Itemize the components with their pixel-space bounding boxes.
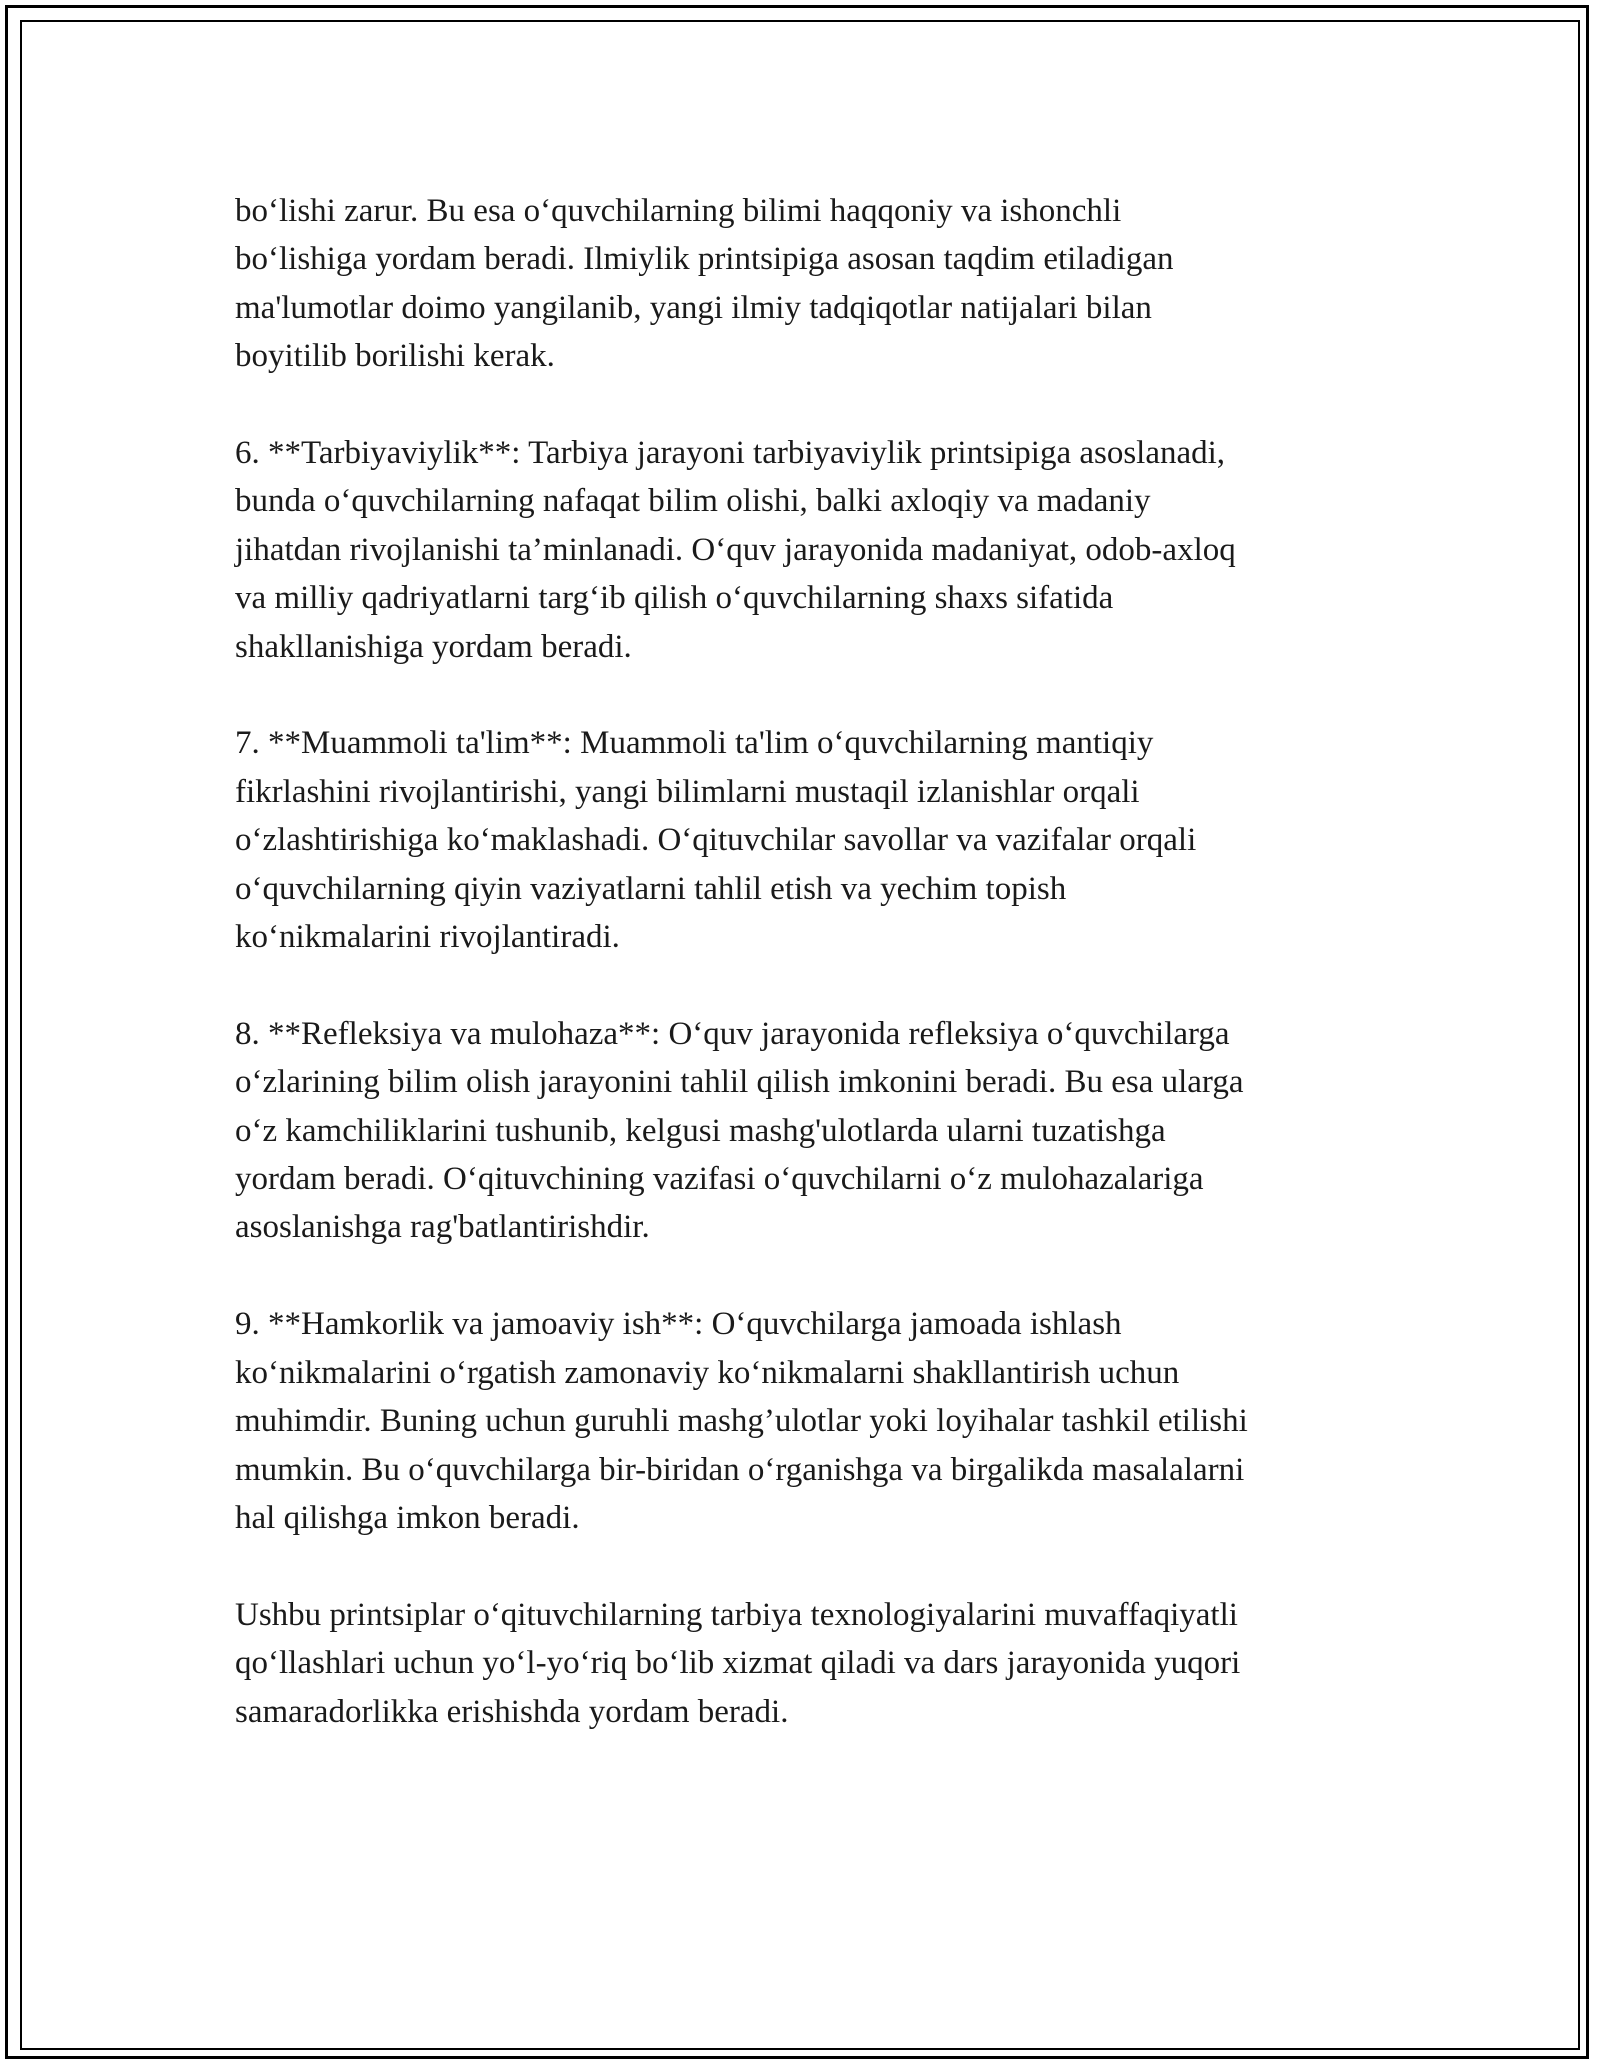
paragraph-refleksiya: 8. **Refleksiya va mulohaza**: O‘quv jarayonida refleksiya o‘quvchilarga o‘zlarining bilim olish jarayonini tahlil qilish imkonini beradi. Bu esa ularga o‘z kamchiliklarini tushunib, kelgusi mashg'ulotlarda ularni tuzatishga yordam beradi. O‘qituvchining vazifasi o‘quvchilarni o‘z mulohazalariga asoslanishga rag'batlantirishdir. [235,1015,1244,1246]
paragraph-hamkorlik: 9. **Hamkorlik va jamoaviy ish**: O‘quvchilarga jamoada ishlash ko‘nikmalarini o‘rgatish zamonaviy ko‘nikmalarni shakllantirish uchun muhimdir. Buning uchun guruhli mashg’ulotlar yoki loyihalar tashkil etilishi mumkin. Bu o‘quvchilarga bir-biridan o‘rganishga va birgalikda masalalarni hal qilishga imkon beradi. [235,1306,1248,1536]
paragraph-continuation: bo‘lishi zarur. Bu esa o‘quvchilarning bilimi haqqoniy va ishonchli bo‘lishiga yordam beradi. Ilmiylik printsipiga asosan taqdim etiladigan ma'lumotlar doimo yangilanib, yangi ilmiy tadqiqotlar natijalari bilan boyitilib borilishi kerak. [235,193,1174,375]
document-body [235,187,1375,1784]
paragraph-muammoli-talim: 7. **Muammoli ta'lim**: Muammoli ta'lim o‘quvchilarning mantiqiy fikrlashini rivojlantirishi, yangi bilimlarni mustaqil izlanishlar orqali o‘zlashtirishiga ko‘maklashadi. O‘qituvchilar savollar va vazifalar orqali o‘quvchilarning qiyin vaziyatlarni tahlil etish va yechim topish ko‘nikmalarini rivojlantiradi. [235,725,1197,956]
paragraph-conclusion: Ushbu printsiplar o‘qituvchilarning tarbiya texnologiyalarini muvaffaqiyatli qo‘llashlari uchun yo‘l-yo‘riq bo‘lib xizmat qiladi va dars jarayonida yuqori samaradorlikka erishishda yordam beradi. [235,1596,1241,1730]
paragraph-tarbiyaviylik: 6. **Tarbiyaviylik**: Tarbiya jarayoni tarbiyaviylik printsipiga asoslanadi, bunda o‘quvchilarning nafaqat bilim olishi, balki axloqiy va madaniy jihatdan rivojlanishi ta’minlanadi. O‘quv jarayonida madaniyat, odob-axloq va milliy qadriyatlarni targ‘ib qilish o‘quvchilarning shaxs sifatida shakllanishiga yordam beradi. [235,435,1236,665]
